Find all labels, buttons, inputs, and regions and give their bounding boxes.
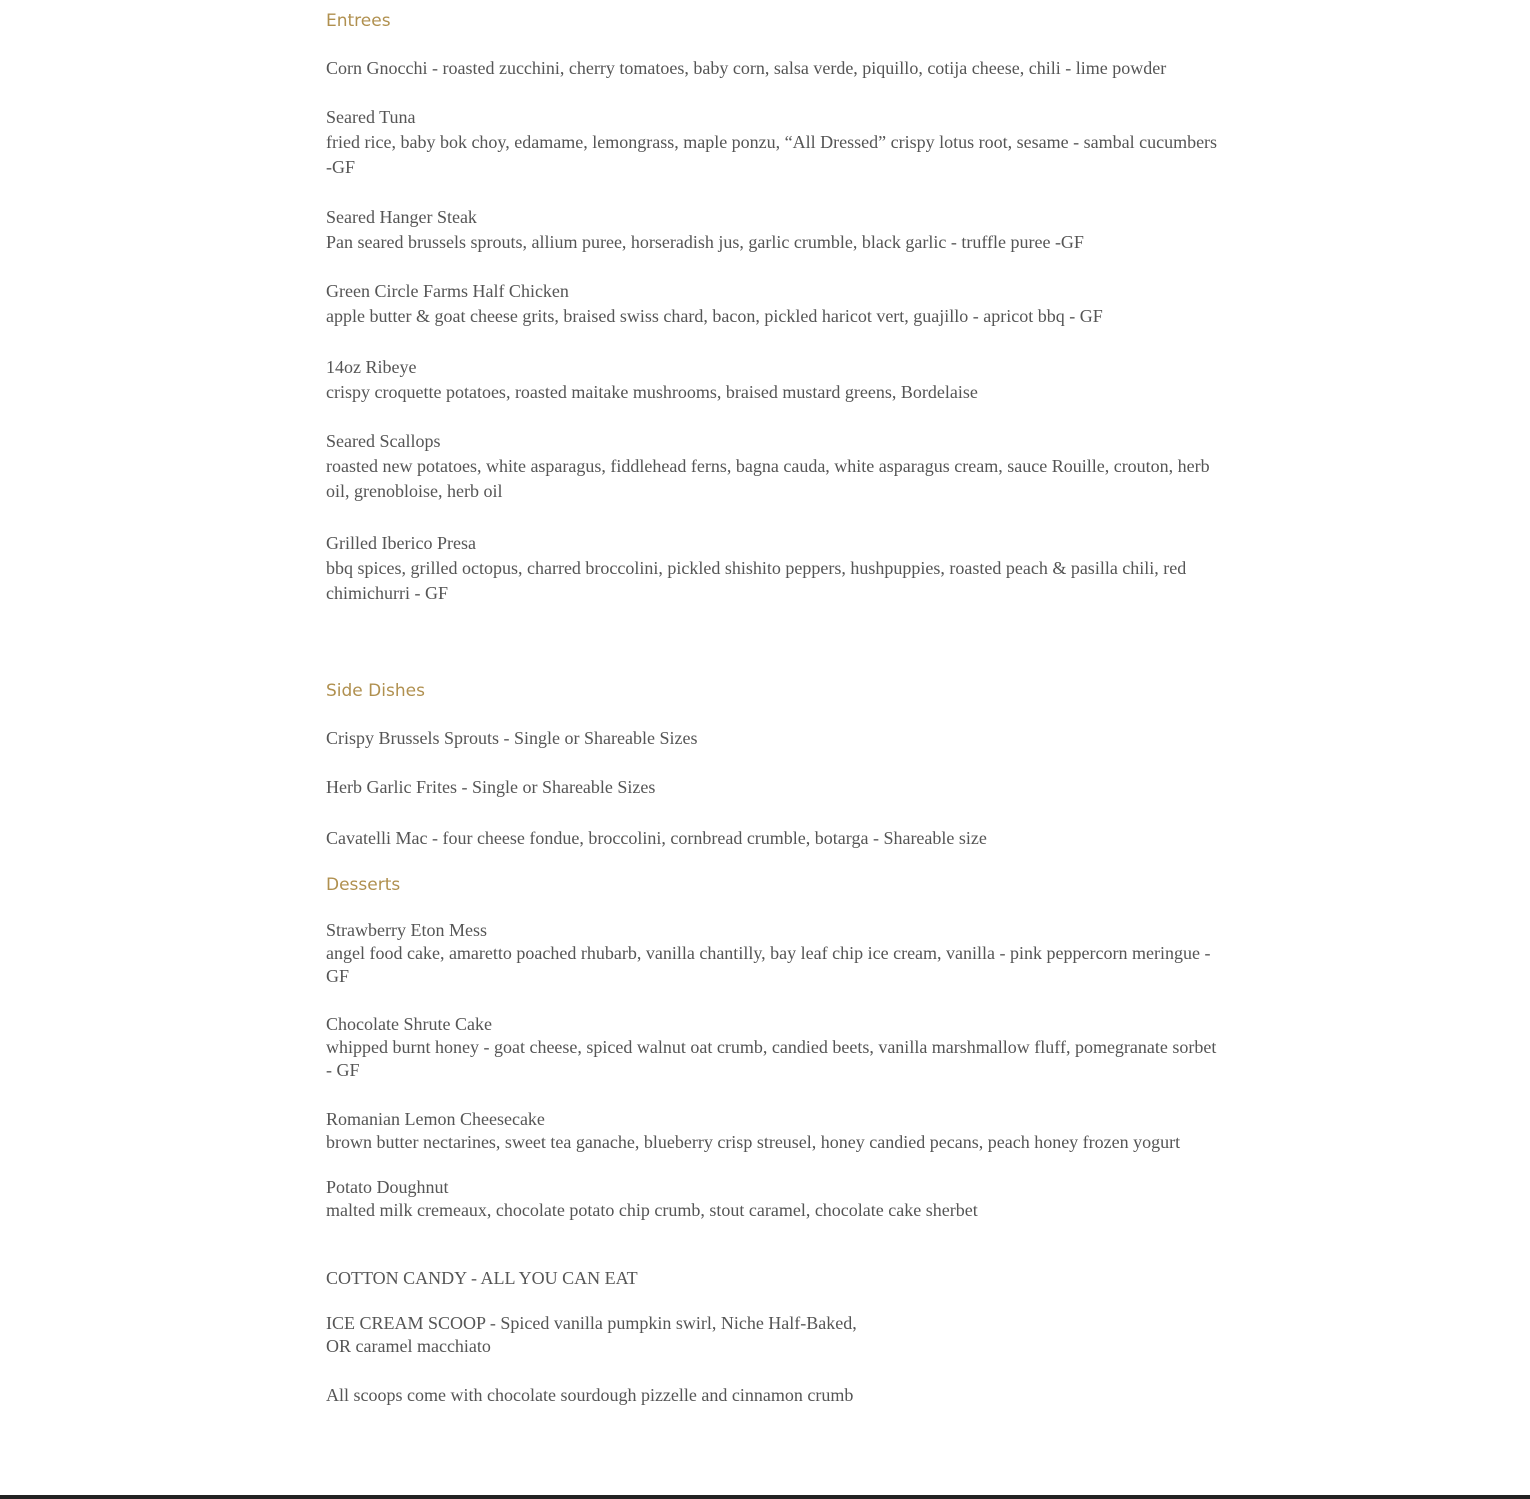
menu-item-seared-tuna bbox=[326, 105, 1226, 180]
menu-item-cavatelli-mac bbox=[326, 826, 1226, 851]
item-description: malted milk cremeaux, chocolate potato chip crumb, stout caramel, chocolate cake sherbet bbox=[326, 1200, 978, 1220]
item-name: Strawberry Eton Mess bbox=[326, 920, 487, 940]
item-description: Pan seared brussels sprouts, allium puree, horseradish jus, garlic crumble, black garlic - truffle puree -GF bbox=[326, 232, 1084, 252]
item-line: Cavatelli Mac - four cheese fondue, broccolini, cornbread crumble, botarga - Shareable size bbox=[326, 828, 987, 848]
item-name: Green Circle Farms Half Chicken bbox=[326, 281, 569, 301]
menu-item-herb-garlic-frites bbox=[326, 775, 1226, 800]
menu-item-iberico-presa bbox=[326, 531, 1226, 606]
item-line: COTTON CANDY - ALL YOU CAN EAT bbox=[326, 1268, 638, 1288]
item-line: All scoops come with chocolate sourdough pizzelle and cinnamon crumb bbox=[326, 1385, 854, 1405]
menu-item-potato-doughnut bbox=[326, 1176, 1226, 1222]
item-description: fried rice, baby bok choy, edamame, lemongrass, maple ponzu, “All Dressed” crispy lotus root, sesame - sambal cucumbers -GF bbox=[326, 132, 1218, 177]
item-line: Corn Gnocchi - roasted zucchini, cherry tomatoes, baby corn, salsa verde, piquillo, cotija cheese, chili - lime powder bbox=[326, 58, 1167, 78]
side-dishes-heading: Side Dishes bbox=[326, 681, 425, 701]
item-name: ICE CREAM SCOOP - Spiced vanilla pumpkin swirl, Niche Half-Baked, bbox=[326, 1313, 857, 1333]
menu-item-brussels-sprouts bbox=[326, 726, 1226, 751]
item-name: Seared Scallops bbox=[326, 431, 441, 451]
item-description: whipped burnt honey - goat cheese, spiced walnut oat crumb, candied beets, vanilla marshmallow fluff, pomegranate sorbet - GF bbox=[326, 1037, 1217, 1080]
menu-item-corn-gnocchi bbox=[326, 56, 1226, 81]
menu-item-half-chicken bbox=[326, 279, 1226, 329]
item-name: 14oz Ribeye bbox=[326, 357, 417, 377]
menu-item-seared-hanger-steak bbox=[326, 205, 1226, 255]
item-name: Potato Doughnut bbox=[326, 1177, 449, 1197]
menu-item-ice-cream-scoop bbox=[326, 1312, 1226, 1358]
item-description: crispy croquette potatoes, roasted maitake mushrooms, braised mustard greens, Bordelaise bbox=[326, 382, 978, 402]
item-name: Grilled Iberico Presa bbox=[326, 533, 476, 553]
item-description: angel food cake, amaretto poached rhubarb, vanilla chantilly, bay leaf chip ice cream, vanilla - pink peppercorn meringue - GF bbox=[326, 943, 1211, 986]
desserts-heading: Desserts bbox=[326, 875, 401, 895]
item-name: Seared Tuna bbox=[326, 107, 416, 127]
menu-item-seared-scallops bbox=[326, 429, 1226, 504]
item-name: Romanian Lemon Cheesecake bbox=[326, 1109, 545, 1129]
footer-divider bbox=[0, 1495, 1530, 1499]
menu-item-shrute-cake bbox=[326, 1013, 1226, 1082]
menu-item-scoops-note bbox=[326, 1383, 1226, 1408]
item-name: Chocolate Shrute Cake bbox=[326, 1014, 492, 1034]
menu-item-ribeye bbox=[326, 355, 1226, 405]
entrees-heading: Entrees bbox=[326, 11, 391, 31]
menu-item-eton-mess bbox=[326, 919, 1226, 988]
item-line: Crispy Brussels Sprouts - Single or Shareable Sizes bbox=[326, 728, 698, 748]
item-line: Herb Garlic Frites - Single or Shareable Sizes bbox=[326, 777, 656, 797]
menu-item-cotton-candy bbox=[326, 1266, 1226, 1291]
item-description: roasted new potatoes, white asparagus, fiddlehead ferns, bagna cauda, white asparagus cream, sauce Rouille, crouton, herb oil, grenobloise, herb oil bbox=[326, 456, 1210, 501]
item-description: brown butter nectarines, sweet tea ganache, blueberry crisp streusel, honey candied pecans, peach honey frozen yogurt bbox=[326, 1132, 1181, 1152]
item-description: bbq spices, grilled octopus, charred broccolini, pickled shishito peppers, hushpuppies, roasted peach & pasilla chili, red chimichurri - GF bbox=[326, 558, 1187, 603]
menu-item-lemon-cheesecake bbox=[326, 1108, 1226, 1154]
item-description: OR caramel macchiato bbox=[326, 1336, 491, 1356]
item-description: apple butter & goat cheese grits, braised swiss chard, bacon, pickled haricot vert, guajillo - apricot bbq - GF bbox=[326, 306, 1103, 326]
item-name: Seared Hanger Steak bbox=[326, 207, 477, 227]
